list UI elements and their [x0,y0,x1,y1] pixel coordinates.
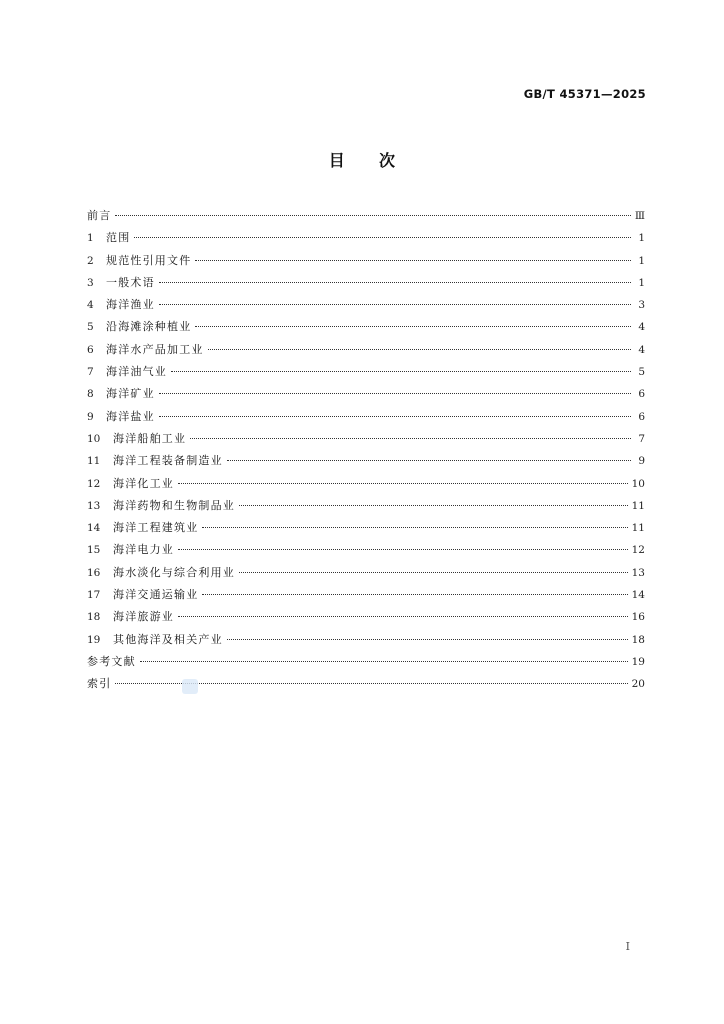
toc-entry-page: 14 [631,589,645,602]
toc-entry[interactable] [87,406,645,428]
toc-entry-page: 7 [638,432,645,445]
toc-leader [227,459,631,461]
toc-entry-page: 18 [631,633,645,646]
toc-entry-page: 16 [631,611,645,624]
toc-entry-page: 12 [631,544,645,557]
toc-leader [227,638,628,640]
table-of-contents [87,205,645,696]
toc-entry-page: 1 [638,276,645,289]
toc-leader [202,526,627,528]
toc-entry-number: 2 [87,254,94,267]
toc-entry[interactable] [87,316,645,338]
toc-entry-title: 海洋盐业 [106,409,155,423]
toc-entry-number: 13 [87,499,101,512]
toc-entry-number: 7 [87,366,94,379]
toc-leader [195,325,631,327]
toc-entry-number: 18 [87,611,101,624]
toc-entry-page: 19 [631,655,645,668]
toc-entry-page: 10 [631,477,645,490]
toc-entry-page: 20 [631,678,645,691]
toc-entry-page: 4 [638,321,645,334]
toc-entry[interactable] [87,517,645,539]
toc-entry-number: 14 [87,522,101,535]
toc-entry[interactable] [87,629,645,651]
toc-entry-number: 4 [87,299,94,312]
toc-entry-page: 6 [638,388,645,401]
toc-entry-title: 海洋化工业 [113,476,174,490]
toc-entry-title: 海洋工程建筑业 [113,521,199,535]
toc-entry-number: 11 [87,455,101,468]
toc-leader [134,236,631,238]
toc-leader [115,214,630,216]
toc-leader [239,571,628,573]
toc-entry-number: 10 [87,432,101,445]
toc-entry[interactable] [87,584,645,606]
toc-entry-title: 一般术语 [106,275,155,289]
toc-entry-page: 9 [638,455,645,468]
toc-entry-title: 海洋药物和生物制品业 [113,498,235,512]
toc-entry-number: 8 [87,388,94,401]
toc-entry[interactable] [87,272,645,294]
toc-entry-title: 索引 [87,677,112,691]
toc-entry-number: 12 [87,477,101,490]
toc-entry-number: 17 [87,589,101,602]
toc-entry[interactable] [87,428,645,450]
toc-entry-page: Ⅲ [634,210,645,222]
toc-entry-page: 4 [638,343,645,356]
toc-entry-title: 海水淡化与综合利用业 [113,565,235,579]
toc-entry[interactable] [87,606,645,628]
toc-entry-number: 3 [87,276,94,289]
toc-leader [195,259,631,261]
toc-entry-title: 海洋油气业 [106,365,167,379]
toc-leader [239,504,628,506]
toc-leader [190,437,631,439]
toc-leader [140,660,628,662]
toc-entry-title: 海洋水产品加工业 [106,342,204,356]
toc-entry[interactable] [87,361,645,383]
toc-entry-page: 5 [638,366,645,379]
toc-entry[interactable] [87,294,645,316]
toc-entry-title: 海洋交通运输业 [113,588,199,602]
toc-leader [178,615,628,617]
toc-entry-title: 海洋电力业 [113,543,174,557]
toc-leader [159,392,631,394]
toc-entry-title: 前言 [87,209,112,222]
toc-leader [159,303,631,305]
toc-leader [159,415,631,417]
standard-code: GB/T 45371—2025 [523,87,646,101]
toc-entry-page: 6 [638,410,645,423]
toc-entry-number: 15 [87,544,101,557]
toc-entry-title: 海洋旅游业 [113,610,174,624]
toc-entry-page: 11 [631,522,645,535]
toc-entry[interactable] [87,450,645,472]
toc-entry-title: 海洋工程装备制造业 [113,454,223,468]
toc-leader [178,482,628,484]
toc-entry-page: 3 [638,299,645,312]
page-number: Ⅰ [625,940,630,953]
toc-entry[interactable] [87,495,645,517]
page-title-char-1: 目 [328,151,345,170]
page-title-char-2: 次 [379,151,396,170]
page-title [0,148,724,171]
toc-entry-title: 参考文献 [87,654,136,668]
toc-entry-page: 1 [638,232,645,245]
toc-entry[interactable] [87,651,645,673]
toc-entry[interactable] [87,473,645,495]
toc-entry[interactable] [87,250,645,272]
toc-leader [202,593,627,595]
toc-entry-number: 9 [87,410,94,423]
toc-entry[interactable] [87,539,645,561]
toc-entry-number: 1 [87,232,94,245]
toc-entry-number: 6 [87,343,94,356]
toc-leader [171,370,631,372]
toc-entry[interactable] [87,339,645,361]
toc-leader [178,548,628,550]
toc-entry-title: 其他海洋及相关产业 [113,632,223,646]
toc-entry[interactable] [87,562,645,584]
toc-entry-title: 海洋矿业 [106,387,155,401]
toc-entry[interactable] [87,227,645,249]
toc-entry-page: 11 [631,499,645,512]
watermark-icon [182,679,198,694]
toc-entry-title: 海洋渔业 [106,298,155,312]
toc-entry-title: 海洋船舶工业 [113,431,187,445]
toc-entry-page: 1 [638,254,645,267]
toc-entry-title: 规范性引用文件 [106,253,192,267]
toc-leader [208,348,631,350]
toc-entry-number: 19 [87,633,101,646]
toc-entry-number: 16 [87,566,101,579]
toc-leader [159,281,631,283]
toc-entry[interactable] [87,673,645,695]
toc-entry-title: 沿海滩涂种植业 [106,320,192,334]
toc-entry-page: 13 [631,566,645,579]
toc-entry[interactable] [87,383,645,405]
toc-entry-title: 范围 [106,231,131,245]
toc-entry-number: 5 [87,321,94,334]
toc-entry[interactable] [87,205,645,227]
